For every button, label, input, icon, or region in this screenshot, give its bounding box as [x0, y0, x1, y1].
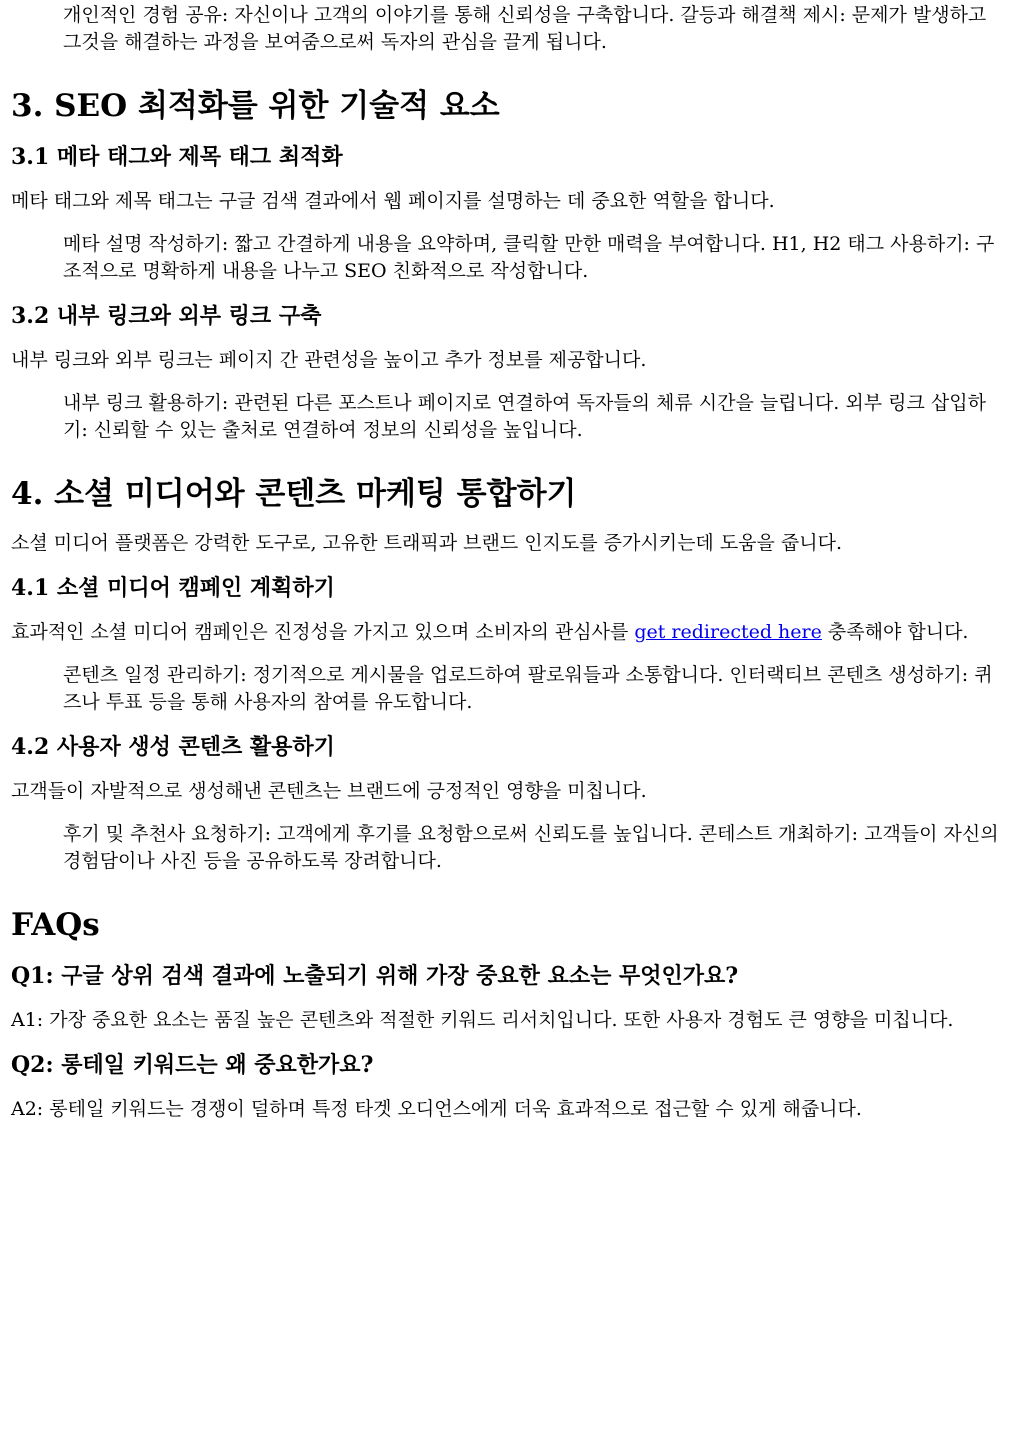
section-3-2-list	[11, 390, 1010, 444]
section-3-heading: 3. SEO 최적화를 위한 기술적 요소	[11, 88, 500, 124]
faq-answer-2: A2: 롱테일 키워드는 경쟁이 덜하며 특정 타겟 오디언스에게 더욱 효과적으로 접근할 수 있게 해줍니다.	[11, 1098, 862, 1120]
section-3-1-paragraph: 메타 태그와 제목 태그는 구글 검색 결과에서 웹 페이지를 설명하는 데 중요한 역할을 합니다.	[11, 190, 775, 212]
list-item: 콘텐츠 일정 관리하기: 정기적으로 게시물을 업로드하여 팔로워들과 소통합니다. 인터랙티브 콘텐츠 생성하기: 퀴즈나 투표 등을 통해 사용자의 참여를 유도합니다.	[63, 664, 993, 713]
section-4-1-heading: 4.1 소셜 미디어 캠페인 계획하기	[11, 575, 335, 601]
section-3-1-heading: 3.1 메타 태그와 제목 태그 최적화	[11, 144, 343, 170]
section-4-2-heading: 4.2 사용자 생성 콘텐츠 활용하기	[11, 734, 335, 760]
section-3-2-paragraph: 내부 링크와 외부 링크는 페이지 간 관련성을 높이고 추가 정보를 제공합니다.	[11, 349, 647, 371]
article-body	[0, 2, 1024, 1123]
faqs-heading: FAQs	[11, 907, 100, 943]
paragraph-text-before-link: 효과적인 소셜 미디어 캠페인은 진정성을 가지고 있으며 소비자의 관심사를	[11, 621, 635, 643]
section-4-1-list	[11, 662, 1010, 716]
section-4-paragraph: 소셜 미디어 플랫폼은 강력한 도구로, 고유한 트래픽과 브랜드 인지도를 증가시키는데 도움을 줍니다.	[11, 532, 843, 554]
paragraph-text-after-link: 충족해야 합니다.	[821, 621, 969, 643]
get-redirected-link[interactable]: get redirected here	[634, 621, 822, 643]
list-item: 내부 링크 활용하기: 관련된 다른 포스트나 페이지로 연결하여 독자들의 체류 시간을 늘립니다. 외부 링크 삽입하기: 신뢰할 수 있는 출처로 연결하여 정보의 신뢰성을 높입니다.	[63, 392, 986, 441]
section-4-heading: 4. 소셜 미디어와 콘텐츠 마케팅 통합하기	[11, 476, 577, 512]
section-4-1-paragraph	[11, 619, 1010, 646]
section-4-2-paragraph: 고객들이 자발적으로 생성해낸 콘텐츠는 브랜드에 긍정적인 영향을 미칩니다.	[11, 780, 647, 802]
faq-question-1: Q1: 구글 상위 검색 결과에 노출되기 위해 가장 중요한 요소는 무엇인가요?	[11, 963, 739, 989]
faq-answer-1: A1: 가장 중요한 요소는 품질 높은 콘텐츠와 적절한 키워드 리서치입니다. 또한 사용자 경험도 큰 영향을 미칩니다.	[11, 1009, 954, 1031]
section-3-1-list	[11, 231, 1010, 285]
intro-list	[11, 2, 1010, 56]
section-4-2-list	[11, 821, 1010, 875]
list-item: 후기 및 추천사 요청하기: 고객에게 후기를 요청함으로써 신뢰도를 높입니다. 콘테스트 개최하기: 고객들이 자신의 경험담이나 사진 등을 공유하도록 장려합니다.	[63, 823, 999, 872]
list-item: 메타 설명 작성하기: 짧고 간결하게 내용을 요약하며, 클릭할 만한 매력을 부여합니다. H1, H2 태그 사용하기: 구조적으로 명확하게 내용을 나누고 SEO 친화적으로 작성합니다.	[63, 233, 995, 282]
section-3-2-heading: 3.2 내부 링크와 외부 링크 구축	[11, 303, 322, 329]
list-item: 개인적인 경험 공유: 자신이나 고객의 이야기를 통해 신뢰성을 구축합니다. 갈등과 해결책 제시: 문제가 발생하고 그것을 해결하는 과정을 보여줌으로써 독자의 관심을 끌게 됩니다.	[63, 4, 987, 53]
faq-question-2: Q2: 롱테일 키워드는 왜 중요한가요?	[11, 1052, 374, 1078]
